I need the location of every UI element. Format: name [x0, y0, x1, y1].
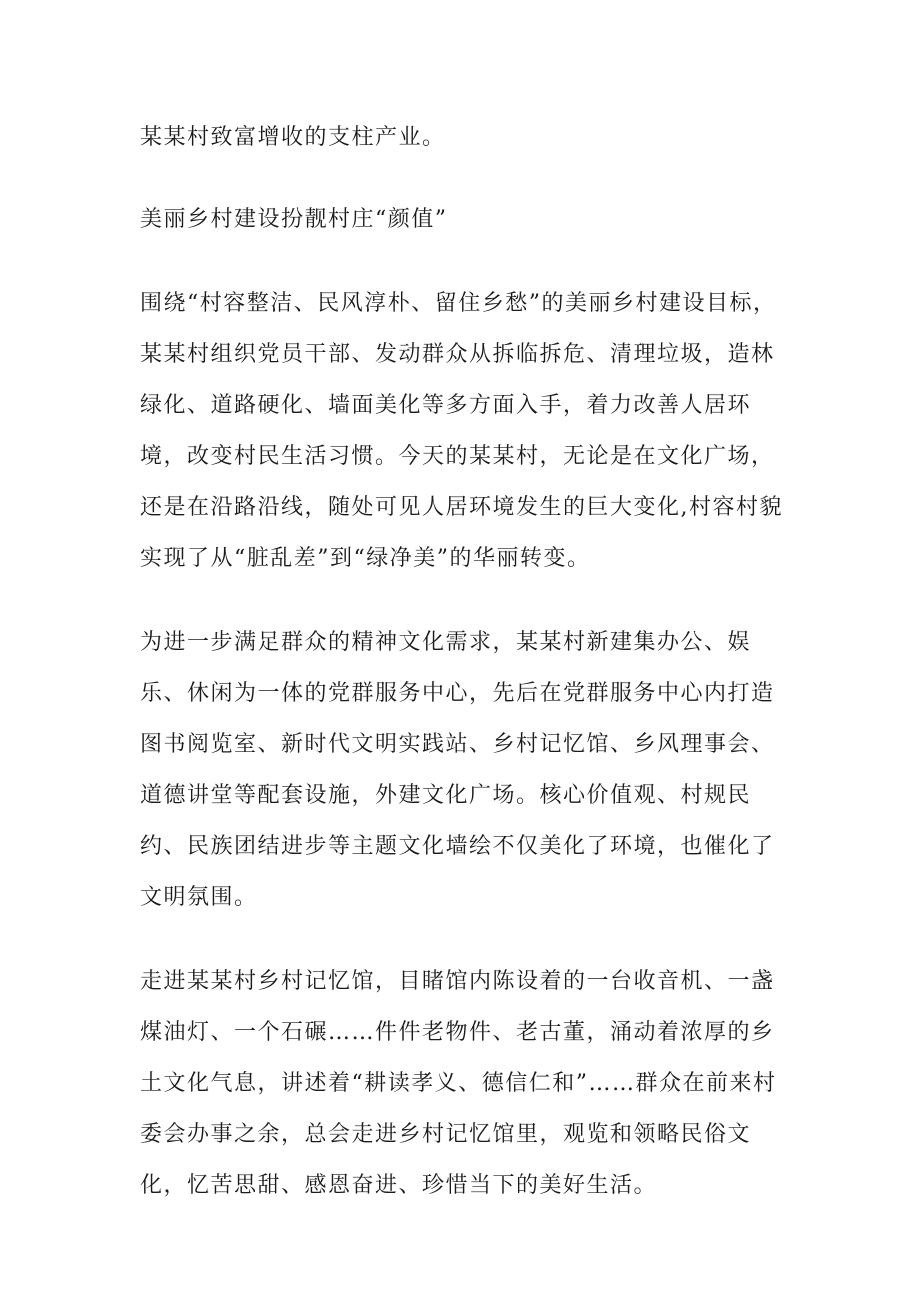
paragraph-gap [140, 163, 790, 194]
paragraph-service-center: 为进一步满足群众的精神文化需求，某某村新建集办公、娱乐、休闲为一体的党群服务中心，先后在党群服务中心内打造图书阅览室、新时代文明实践站、乡村记忆馆、乡风理事会、道德讲堂等配套设施，外建文化广场。核心价值观、村规民约、民族团结进步等主题文化墙绘不仅美化了环境，也催化了文明氛围。 [140, 630, 775, 910]
document-body [140, 112, 790, 1211]
paragraph-gap [140, 584, 790, 617]
paragraph-gap [140, 923, 790, 956]
section-heading: 美丽乡村建设扮靓村庄“颜值” [140, 207, 448, 232]
paragraph-intro-tail: 某某村致富增收的支柱产业。 [140, 125, 446, 150]
paragraph-memory-hall: 走进某某村乡村记忆馆，目睹馆内陈设着的一台收音机、一盏煤油灯、一个石碾……件件老物件、老古董，涌动着浓厚的乡土文化气息，讲述着“耕读孝义、德信仁和”……群众在前来村委会办事之余，总会走进乡村记忆馆里，观览和领略民俗文化，忆苦思甜、感恩奋进、珍惜当下的美好生活。 [140, 969, 777, 1198]
paragraph-gap [140, 245, 790, 278]
paragraph-environment: 围绕“村容整洁、民风淳朴、留住乡愁”的美丽乡村建设目标，某某村组织党员干部、发动群众从拆临拆危、清理垃圾，造林绿化、道路硬化、墙面美化等多方面入手，着力改善人居环境，改变村民生活习惯。今天的某某村，无论是在文化广场，还是在沿路沿线，随处可见人居环境发生的巨大变化,村容村貌实现了从“脏乱差”到“绿净美”的华丽转变。 [140, 291, 783, 571]
